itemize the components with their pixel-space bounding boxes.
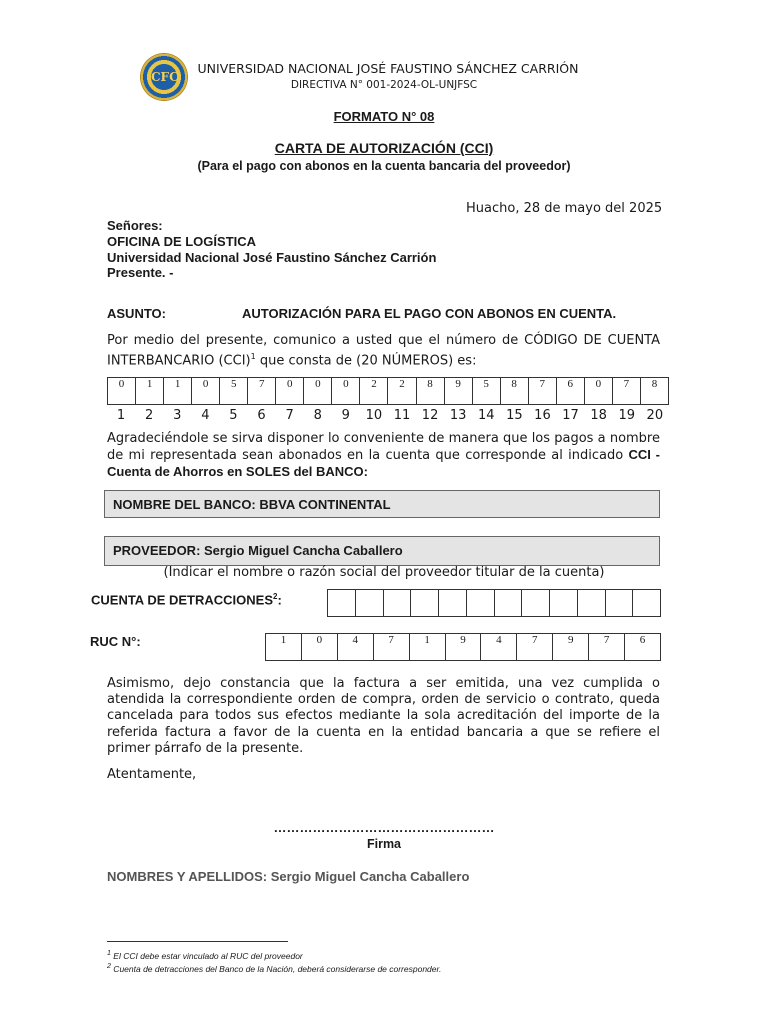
ruc-digit-cell: 9	[553, 634, 589, 661]
footnote-1	[107, 949, 303, 961]
footnote-1-text: El CCI debe estar vinculado al RUC del proveedor	[110, 950, 303, 961]
detracciones-row	[328, 590, 661, 617]
cci-digit-cell: 8	[640, 378, 668, 405]
format-number: FORMATO N° 08	[333, 109, 435, 124]
cci-position-number: 9	[341, 408, 350, 423]
cci-digit-cell: 0	[276, 378, 304, 405]
directive-number: DIRECTIVA N° 001-2024-OL-UNJFSC	[290, 79, 478, 91]
signature-line: ……………………………………………	[273, 820, 495, 835]
ruc-digit-cell: 7	[589, 634, 625, 661]
cci-digit-cell: 0	[332, 378, 360, 405]
detracciones-cell	[439, 590, 467, 617]
ruc-digit-cell: 1	[266, 634, 302, 661]
detracciones-cell	[383, 590, 411, 617]
detracciones-cell	[328, 590, 356, 617]
cci-digits-row	[108, 378, 669, 405]
detracciones-cell	[633, 590, 661, 617]
letter-date: Huacho, 28 de mayo del 2025	[466, 201, 663, 216]
cci-digit-cell: 7	[528, 378, 556, 405]
footnote-1-number: 1	[107, 949, 111, 957]
signature-label: Firma	[366, 837, 402, 851]
paragraph-cci-intro	[107, 333, 660, 370]
ruc-digit-cell: 4	[337, 634, 373, 661]
addressee-salutation: Señores:	[107, 218, 163, 233]
detracciones-label-text: CUENTA DE DETRACCIONES	[91, 592, 274, 608]
cci-position-number: 3	[173, 408, 182, 423]
cci-position-number: 2	[145, 408, 154, 423]
provider-box: PROVEEDOR: Sergio Miguel Cancha Caballero	[104, 536, 660, 566]
ruc-digit-cell: 0	[301, 634, 337, 661]
cci-position-number: 16	[534, 408, 551, 423]
cci-digit-cell: 1	[136, 378, 164, 405]
cci-position-number: 19	[618, 408, 635, 423]
detracciones-label	[91, 592, 282, 607]
detracciones-cell	[577, 590, 605, 617]
ruc-digit-cell: 9	[445, 634, 481, 661]
cci-digit-cell: 9	[444, 378, 472, 405]
cci-position-number: 6	[257, 408, 266, 423]
cci-position-number: 14	[477, 408, 495, 423]
provider-note: (Indicar el nombre o razón social del proveedor titular de la cuenta)	[163, 565, 605, 580]
cci-position-number: 15	[506, 408, 523, 423]
cci-digit-cell: 7	[612, 378, 640, 405]
cci-position-number: 20	[646, 408, 664, 423]
footnote-2-number: 2	[107, 962, 111, 970]
paragraph-invoice-statement: Asimismo, dejo constancia que la factura a ser emitida, una vez cumplida o atendida la correspondiente orden de compra, orden de servicio o contrato, queda cancelada para todos sus efectos mediante la sola acreditación del importe de la referida factura a favor de la cuenta en la entidad bancaria a que se refiere el primer párrafo de la presente.	[107, 676, 660, 756]
cci-position-number: 4	[201, 408, 210, 423]
closing: Atentamente,	[107, 767, 197, 782]
cci-digit-cell: 5	[472, 378, 500, 405]
paragraph-payment-request-text: Agradeciéndole se sirva disponer lo conveniente de manera que los pagos a nombre de mi representada sean abonados en la cuenta que corresponde al indicado	[107, 431, 660, 464]
cci-digit-cell: 7	[248, 378, 276, 405]
addressee-university: Universidad Nacional José Faustino Sánchez Carrión	[107, 250, 437, 265]
names-label: NOMBRES Y APELLIDOS: Sergio Miguel Cancha Caballero	[107, 869, 470, 884]
paragraph-cci-intro-tail: que consta de (20 NÚMEROS) es:	[255, 353, 477, 369]
cci-position-number: 1	[116, 408, 126, 423]
ruc-digits-row	[266, 634, 661, 661]
detracciones-table	[327, 589, 661, 617]
ruc-digit-cell: 6	[625, 634, 661, 661]
cci-position-number: 10	[365, 408, 383, 423]
detracciones-cell	[355, 590, 383, 617]
paragraph-payment-request-bold: CCI - Cuenta de Ahorros en SOLES del BANCO:	[107, 447, 660, 480]
footnote-2	[107, 962, 441, 974]
cci-position-numbers	[107, 408, 669, 423]
detracciones-cell	[466, 590, 494, 617]
detracciones-cell	[411, 590, 439, 617]
bank-name-box: NOMBRE DEL BANCO: BBVA CONTINENTAL	[104, 490, 660, 518]
cci-digit-cell: 0	[304, 378, 332, 405]
cci-digit-cell: 2	[388, 378, 416, 405]
subject-label: ASUNTO:	[107, 306, 166, 321]
footnote-2-text: Cuenta de detracciones del Banco de la Nación, deberá considerarse de corresponder.	[110, 963, 442, 974]
detracciones-cell	[550, 590, 578, 617]
paragraph-cci-intro-text: Por medio del presente, comunico a usted que el número de CÓDIGO DE CUENTA INTERBANCARIO (CCI)	[107, 333, 660, 369]
subject-text: AUTORIZACIÓN PARA EL PAGO CON ABONOS EN CUENTA.	[242, 306, 617, 321]
cci-position-number: 8	[313, 408, 322, 423]
ruc-digit-cell: 7	[517, 634, 553, 661]
paragraph-payment-request	[107, 431, 660, 482]
ruc-label: RUC N°:	[90, 634, 141, 649]
footnote-separator	[107, 941, 288, 942]
cci-position-number: 17	[562, 408, 579, 423]
ruc-digit-cell: 4	[481, 634, 517, 661]
cci-position-number: 11	[393, 408, 411, 423]
cci-digit-cell: 6	[556, 378, 584, 405]
cci-digit-cell: 0	[584, 378, 612, 405]
detracciones-cell	[522, 590, 550, 617]
ruc-digits-table	[265, 633, 661, 661]
cci-digit-cell: 8	[500, 378, 528, 405]
letter-title: CARTA DE AUTORIZACIÓN (CCI)	[274, 140, 494, 156]
ruc-digit-cell: 7	[373, 634, 409, 661]
ruc-digit-cell: 1	[409, 634, 445, 661]
cci-digit-cell: 2	[360, 378, 388, 405]
cci-digits-table	[107, 377, 669, 405]
cci-digit-cell: 5	[220, 378, 248, 405]
letter-subtitle: (Para el pago con abonos en la cuenta bancaria del proveedor)	[197, 159, 571, 173]
cci-digit-cell: 0	[108, 378, 136, 405]
footnote-ref-1: 1	[250, 352, 256, 362]
cci-digit-cell: 1	[164, 378, 192, 405]
addressee-presente: Presente. -	[107, 265, 174, 280]
university-name: UNIVERSIDAD NACIONAL JOSÉ FAUSTINO SÁNCHEZ CARRIÓN	[197, 61, 579, 76]
cci-digit-cell: 0	[192, 378, 220, 405]
logo-text: CFC	[151, 70, 179, 84]
cci-position-number: 5	[229, 408, 238, 423]
addressee-office: OFICINA DE LOGÍSTICA	[107, 234, 257, 249]
cci-position-number: 12	[421, 408, 439, 423]
detracciones-cell	[605, 590, 633, 617]
detracciones-label-colon: :	[277, 592, 282, 608]
detracciones-cell	[494, 590, 522, 617]
cci-position-number: 18	[590, 408, 607, 423]
cci-position-number: 7	[285, 408, 294, 423]
cci-position-number: 13	[449, 408, 467, 423]
cci-digit-cell: 8	[416, 378, 444, 405]
footnote-ref-2: 2	[273, 592, 278, 601]
